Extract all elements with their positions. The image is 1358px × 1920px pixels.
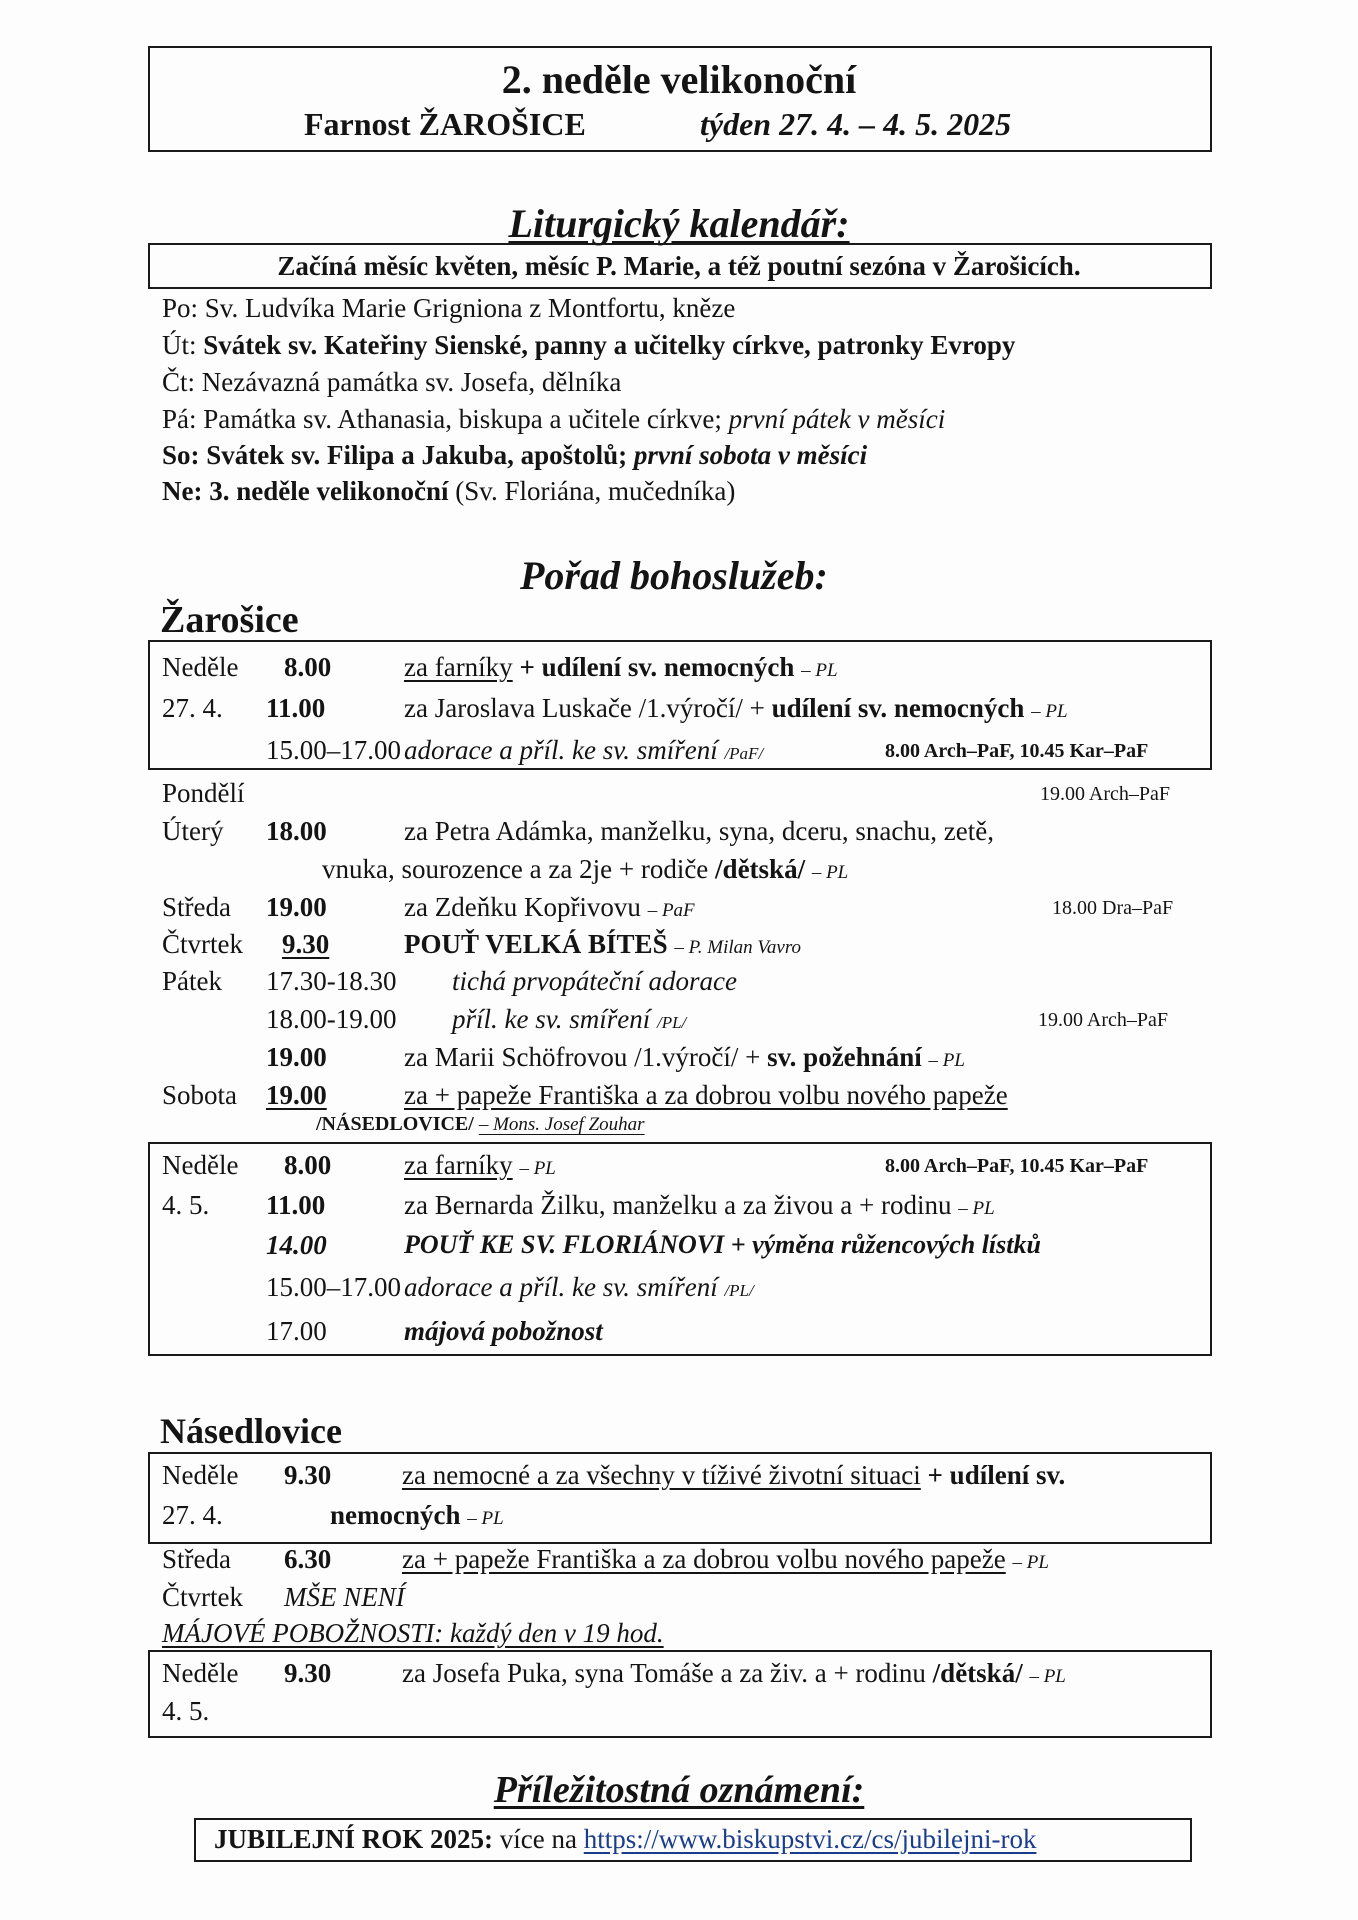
time: 9.30 (284, 1460, 332, 1490)
jubilee-link[interactable]: https://www.biskupstvi.cz/cs/jubilejni-rok (583, 1824, 1037, 1854)
intention: za Jaroslava Luskače /1.výročí/ + udílení sv. nemocných – PL (404, 693, 1068, 723)
intention: za Bernarda Žilku, manželku a za živou a + rodinu – PL (404, 1190, 995, 1220)
intention: za Josefa Puka, syna Tomáše a za živ. a + rodinu /dětská/ – PL (402, 1658, 1066, 1688)
time: 17.30-18.30 (266, 966, 397, 996)
day-label: Neděle (162, 652, 239, 682)
time: 19.00 (266, 892, 327, 922)
calendar-intro: Začíná měsíc květen, měsíc P. Marie, a též poutní sezóna v Žarošicích. (277, 251, 1081, 281)
day-label: Neděle (162, 1658, 239, 1688)
intention: májová pobožnost (404, 1316, 603, 1346)
time: 19.00 (266, 1080, 327, 1110)
intention: za Marii Schöfrovou /1.výročí/ + sv. požehnání – PL (404, 1042, 965, 1072)
time: 6.30 (284, 1544, 332, 1574)
time: 18.00-19.00 (266, 1004, 397, 1034)
day-label: Středa (162, 1544, 231, 1574)
time: 15.00–17.00 (266, 735, 401, 765)
intention: POUŤ KE SV. FLORIÁNOVI + výměna růžencových lístků (404, 1230, 1041, 1259)
nasedlovice-title: Násedlovice (160, 1411, 342, 1451)
intention: za Zdeňku Kopřivovu – PaF (404, 892, 695, 922)
other-masses: 8.00 Arch–PaF, 10.45 Kar–PaF (885, 1155, 1149, 1177)
day-label: Čtvrtek (162, 929, 243, 959)
services-heading: Pořad bohoslužeb: (520, 553, 828, 598)
may-devotions: MÁJOVÉ POBOŽNOSTI: každý den v 19 hod. (162, 1618, 664, 1648)
time: 9.30 (284, 1658, 332, 1688)
intention: adorace a příl. ke sv. smíření /PaF/ (404, 735, 764, 765)
calendar-saturday: So: Svátek sv. Filipa a Jakuba, apoštolů; první sobota v měsíci (162, 440, 868, 470)
week-range: týden 27. 4. – 4. 5. 2025 (700, 106, 1012, 142)
intention: adorace a příl. ke sv. smíření /PL/ (404, 1272, 754, 1302)
calendar-friday: Pá: Památka sv. Athanasia, biskupa a učitele církve; první pátek v měsíci (162, 404, 946, 434)
time: 14.00 (266, 1230, 327, 1260)
intention: příl. ke sv. smíření /PL/ (452, 1004, 687, 1034)
intention: za + papeže Františka a za dobrou volbu nového papeže (404, 1080, 1008, 1110)
intention: za Petra Adámka, manželku, syna, dceru, snachu, zetě, (404, 816, 995, 846)
intention: za nemocné a za všechny v tíživé životní situaci + udílení sv. (402, 1460, 1066, 1490)
day-label: Úterý (162, 816, 224, 846)
day-label: Neděle (162, 1460, 239, 1490)
time: 8.00 (284, 652, 332, 682)
date-label: 27. 4. (162, 693, 223, 723)
parish-name: Farnost ŽAROŠICE (304, 106, 586, 142)
day-label: Pátek (162, 966, 222, 996)
time: 11.00 (266, 1190, 326, 1220)
announcement-text: JUBILEJNÍ ROK 2025: více na https://www.biskupstvi.cz/cs/jubilejni-rok (214, 1824, 1037, 1854)
intention: /NÁSEDLOVICE/ – Mons. Josef Zouhar (316, 1113, 645, 1135)
time: 15.00–17.00 (266, 1272, 401, 1302)
time: 9.30 (282, 929, 330, 959)
intention: nemocných – PL (330, 1500, 504, 1530)
intention: MŠE NENÍ (284, 1582, 405, 1612)
intention: POUŤ VELKÁ BÍTEŠ – P. Milan Vavro (404, 929, 802, 959)
day-label: Sobota (162, 1080, 238, 1110)
calendar-heading: Liturgický kalendář: (508, 201, 850, 246)
date-label: 27. 4. (162, 1500, 223, 1530)
day-label: Čtvrtek (162, 1582, 243, 1612)
day-label: Neděle (162, 1150, 239, 1180)
day-label: Středa (162, 892, 231, 922)
calendar-thursday: Čt: Nezávazná památka sv. Josefa, dělníka (162, 367, 622, 397)
calendar-sunday: Ne: 3. neděle velikonoční (Sv. Floriána, mučedníka) (162, 476, 736, 506)
intention: tichá prvopáteční adorace (452, 966, 737, 996)
other-masses: 8.00 Arch–PaF, 10.45 Kar–PaF (885, 740, 1149, 762)
day-label: Pondělí (162, 778, 245, 808)
other-masses: 19.00 Arch–PaF (1038, 1009, 1168, 1031)
intention: za farníky – PL (404, 1150, 556, 1180)
calendar-monday: Po: Sv. Ludvíka Marie Grigniona z Montfortu, kněze (162, 293, 736, 323)
other-masses: 19.00 Arch–PaF (1040, 783, 1170, 805)
time: 18.00 (266, 816, 327, 846)
time: 17.00 (266, 1316, 327, 1346)
calendar-tuesday: Út: Svátek sv. Kateřiny Sienské, panny a učitelky církve, patronky Evropy (162, 330, 1016, 360)
time: 8.00 (284, 1150, 332, 1180)
intention: za farníky + udílení sv. nemocných – PL (404, 652, 838, 682)
date-label: 4. 5. (162, 1696, 210, 1726)
time: 19.00 (266, 1042, 327, 1072)
intention: za + papeže Františka a za dobrou volbu nového papeže – PL (402, 1544, 1049, 1574)
date-label: 4. 5. (162, 1190, 210, 1220)
announcements-heading: Příležitostná oznámení: (493, 1769, 865, 1811)
page-title: 2. neděle velikonoční (501, 57, 857, 102)
time: 11.00 (266, 693, 326, 723)
zarosice-title: Žarošice (160, 599, 299, 641)
intention: vnuka, sourozence a za 2je + rodiče /dětská/ – PL (322, 854, 849, 884)
other-masses: 18.00 Dra–PaF (1052, 897, 1174, 919)
